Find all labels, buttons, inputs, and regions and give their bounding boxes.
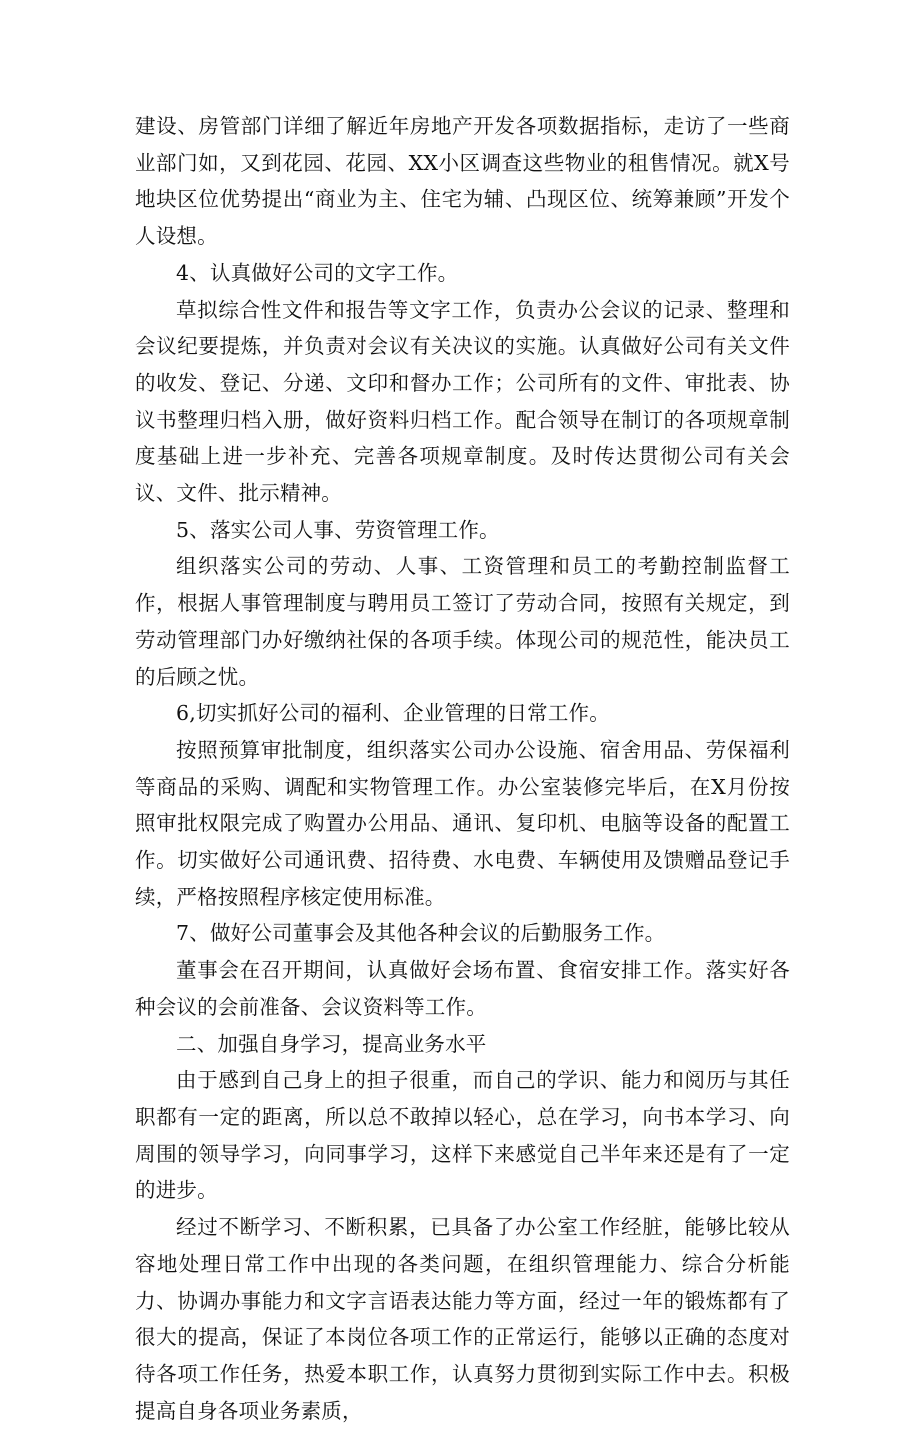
paragraph-writing-work: 草拟综合性文件和报告等文字工作，负责办公会议的记录、整理和会议纪要提炼，并负责对会议有关决议的实施。认真做好公司有关文件的收发、登记、分递、文印和督办工作；公司所有的文件、审批表、协议书整理归档入册，做好资料归档工作。配合领导在制订的各项规章制度基础上进一步补充、完善各项规章制度。及时传达贯彻公司有关会议、文件、批示精神。 — [135, 297, 790, 506]
section-heading-5: 5、落实公司人事、劳资管理工作。 — [176, 517, 500, 542]
section-heading-4: 4、认真做好公司的文字工作。 — [176, 260, 459, 285]
paragraph-self-study: 由于感到自己身上的担子很重，而自己的学识、能力和阅历与其任职都有一定的距离，所以总不敢掉以轻心，总在学习，向书本学习、向周围的领导学习，向同事学习，这样下来感觉自己半年来还是有了一定的进步。 — [135, 1068, 790, 1203]
section-heading-7: 7、做好公司董事会及其他各种会议的后勤服务工作。 — [176, 921, 666, 946]
document-body — [135, 108, 790, 1429]
paragraph-welfare-work: 按照预算审批制度，组织落实公司办公设施、宿舍用品、劳保福利等商品的采购、调配和实物管理工作。办公室装修完毕后，在X月份按照审批权限完成了购置办公用品、通讯、复印机、电脑等设备的配置工作。切实做好公司通讯费、招待费、水电费、车辆使用及馈赠品登记手续，严格按照程序核定使用标准。 — [135, 737, 790, 909]
section-heading-6: 6,切实抓好公司的福利、企业管理的日常工作。 — [176, 701, 610, 726]
paragraph-personnel-work: 组织落实公司的劳动、人事、工资管理和员工的考勤控制监督工作，根据人事管理制度与聘用员工签订了劳动合同，按照有关规定，到劳动管理部门办好缴纳社保的各项手续。体现公司的规范性，能决员工的后顾之忧。 — [135, 554, 790, 689]
section-heading-two: 二、加强自身学习，提高业务水平 — [176, 1031, 487, 1056]
paragraph-experience: 经过不断学习、不断积累，已具备了办公室工作经脏，能够比较从容地处理日常工作中出现的各类问题，在组织管理能力、综合分析能力、协调办事能力和文字言语表达能力等方面，经过一年的锻炼都有了很大的提高，保证了本岗位各项工作的正常运行，能够以正确的态度对待各项工作任务，热爱本职工作，认真努力贯彻到实际工作中去。积极提高自身各项业务素质， — [135, 1215, 790, 1423]
paragraph-board-meetings: 董事会在召开期间，认真做好会场布置、食宿安排工作。落实好各种会议的会前准备、会议资料等工作。 — [135, 958, 790, 1019]
paragraph-continuation: 建设、房管部门详细了解近年房地产开发各项数据指标，走访了一些商业部门如，又到花园、花园、XX小区调查这些物业的租售情况。就X号地块区位优势提出“商业为主、住宅为辅、凸现区位、统筹兼顾”开发个人设想。 — [135, 114, 790, 249]
